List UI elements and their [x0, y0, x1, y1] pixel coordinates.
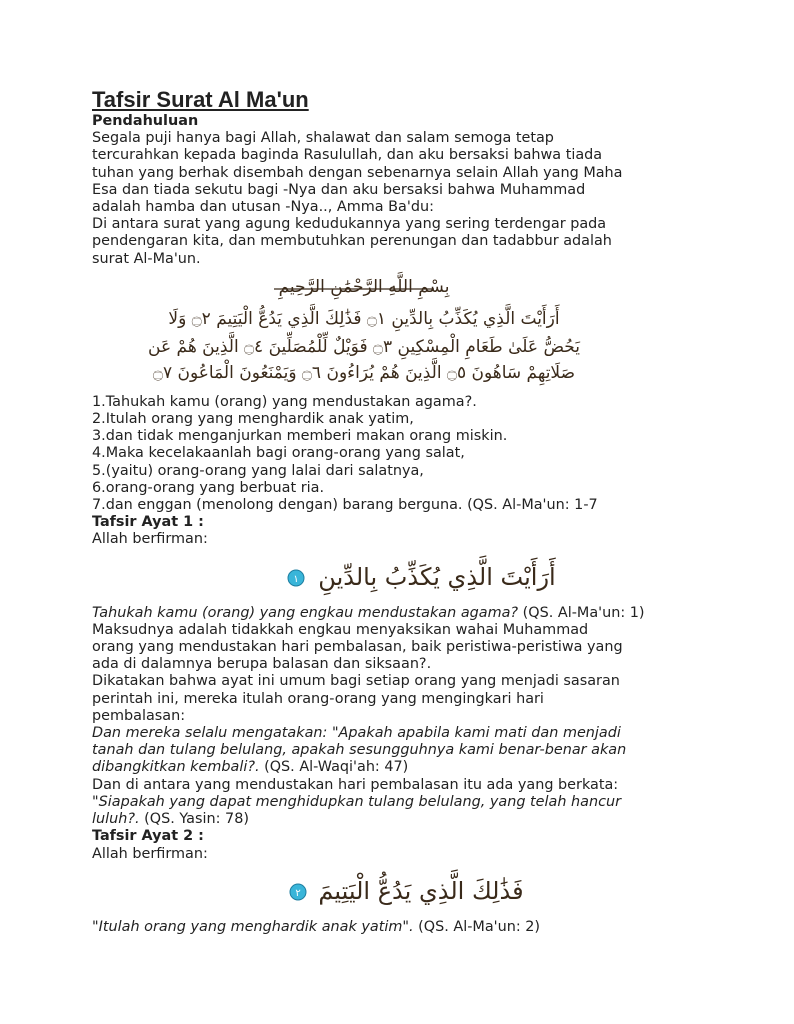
- arabic-line-3: صَلَاتِهِمْ سَاهُونَ ۝٥ الَّذِينَ هُمْ يُرَاءُونَ ۝٦ وَيَمْنَعُونَ الْمَاعُونَ ۝٧: [152, 362, 576, 383]
- intro-line: Di antara surat yang agung kedudukannya yang sering terdengar pada: [92, 216, 607, 233]
- arabic-ayat2: فَذَٰلِكَ الَّذِي يَدُعُّ الْيَتِيمَ: [318, 876, 524, 905]
- arabic-line-2: يَحُضُّ عَلَىٰ طَعَامِ الْمِسْكِينِ ۝٣ فَوَيْلٌ لِّلْمُصَلِّينَ ۝٤ الَّذِينَ هُمْ عَن: [148, 336, 580, 357]
- ayat1-quote: Tahukah kamu (orang) yang engkau mendustakan agama?: [92, 604, 519, 621]
- arabic-basmala: بِسْمِ اللَّهِ الرَّحْمَٰنِ الرَّحِيمِ: [278, 276, 450, 297]
- ayat1-italic2-text: luluh?.: [92, 811, 140, 828]
- arabic-ayat1-image: [282, 551, 582, 601]
- ayat1-body-line: orang yang mendustakan hari pembalasan, baik peristiwa-peristiwa yang: [92, 639, 623, 656]
- ayat1-italic2-line: [92, 811, 682, 828]
- ayat1-body2: Dan di antara yang mendustakan hari pembalasan itu ada yang berkata:: [92, 776, 619, 793]
- list-item: 1.Tahukah kamu (orang) yang mendustakan agama?.: [92, 393, 477, 410]
- intro-heading: Pendahuluan: [92, 113, 199, 129]
- ayat1-quote-line: [92, 605, 682, 622]
- list-item: 6.orang-orang yang berbuat ria.: [92, 479, 325, 496]
- ayat1-body-line: pembalasan:: [92, 707, 186, 724]
- verse-marker-number: ١: [293, 573, 299, 585]
- intro-line: Esa dan tiada sekutu bagi -Nya dan aku bersaksi bahwa Muhammad: [92, 181, 586, 198]
- ayat1-italic-line: [92, 759, 682, 776]
- ayat2-quote-ref: (QS. Al-Ma'un: 2): [413, 918, 541, 935]
- ayat1-body-line: ada di dalamnya berupa balasan dan siksaan?.: [92, 656, 432, 673]
- list-item: 4.Maka kecelakaanlah bagi orang-orang yang salat,: [92, 445, 465, 462]
- ayat1-italic-lead: Dan mereka selalu mengatakan:: [92, 725, 332, 742]
- document-page: [92, 86, 682, 936]
- ayat1-italic-text: "Apakah apabila kami mati dan menjadi: [331, 725, 621, 742]
- ayat1-italic-line: [92, 725, 682, 742]
- arabic-surah-image: [148, 272, 794, 392]
- ayat1-italic-text: dibangkitkan kembali?.: [92, 759, 260, 776]
- ayat2-intro: Allah berfirman:: [92, 845, 208, 862]
- intro-line: pendengaran kita, dan membutuhkan perenungan dan tadabbur adalah: [92, 233, 612, 250]
- intro-line: tercurahkan kepada baginda Rasulullah, dan aku bersaksi bahwa tiada: [92, 147, 603, 164]
- verse-marker-number: ٢: [295, 887, 301, 899]
- list-item: 7.dan enggan (menolong dengan) barang berguna. (QS. Al-Ma'un: 1-7: [92, 497, 598, 514]
- ayat1-italic-ref: (QS. Al-Waqi'ah: 47): [259, 759, 409, 776]
- ayat2-quote: "Itulah orang yang menghardik anak yatim".: [92, 918, 414, 935]
- arabic-ayat1: أَرَأَيْتَ الَّذِي يُكَذِّبُ بِالدِّينِ: [318, 562, 556, 591]
- ayat1-italic2-line: "Siapakah yang dapat menghidupkan tulang belulang, yang telah hancur: [92, 793, 622, 810]
- intro-line: tuhan yang berhak disembah dengan sebenarnya selain Allah yang Maha: [92, 164, 623, 181]
- ayat1-quote-ref: (QS. Al-Ma'un: 1): [518, 604, 645, 621]
- list-item: 2.Itulah orang yang menghardik anak yatim,: [92, 411, 414, 428]
- ayat2-heading: Tafsir Ayat 2 :: [92, 828, 204, 845]
- arabic-line-1: أَرَأَيْتَ الَّذِي يُكَذِّبُ بِالدِّينِ ۝١ فَذَٰلِكَ الَّذِي يَدُعُّ الْيَتِيمَ ۝٢ وَلَا: [168, 308, 560, 329]
- page-title: Tafsir Surat Al Ma'un: [92, 87, 309, 112]
- translation-list: [92, 394, 682, 514]
- intro-line: surat Al-Ma'un.: [92, 250, 201, 267]
- ayat1-body-line: perintah ini, mereka itulah orang-orang yang mengingkari hari: [92, 690, 544, 707]
- ayat1-heading: Tafsir Ayat 1 :: [92, 514, 204, 531]
- ayat1-italic-line: tanah dan tulang belulang, apakah sesungguhnya kami benar-benar akan: [92, 742, 627, 759]
- ayat1-italic2-ref: (QS. Yasin: 78): [139, 811, 249, 828]
- ayat1-body-line: Maksudnya adalah tidakkah engkau menyaksikan wahai Muhammad: [92, 621, 589, 638]
- arabic-ayat2-image: [286, 865, 546, 915]
- ayat1-body-line: Dikatakan bahwa ayat ini umum bagi setiap orang yang menjadi sasaran: [92, 673, 620, 690]
- intro-line: adalah hamba dan utusan -Nya.., Amma Ba'du:: [92, 199, 434, 216]
- intro-paragraph: [92, 130, 682, 268]
- ayat1-intro: Allah berfirman:: [92, 531, 208, 548]
- intro-line: Segala puji hanya bagi Allah, shalawat dan salam semoga tetap: [92, 130, 554, 147]
- ayat2-quote-line: [92, 919, 682, 936]
- list-item: 5.(yaitu) orang-orang yang lalai dari salatnya,: [92, 462, 424, 479]
- list-item: 3.dan tidak menganjurkan memberi makan orang miskin.: [92, 428, 508, 445]
